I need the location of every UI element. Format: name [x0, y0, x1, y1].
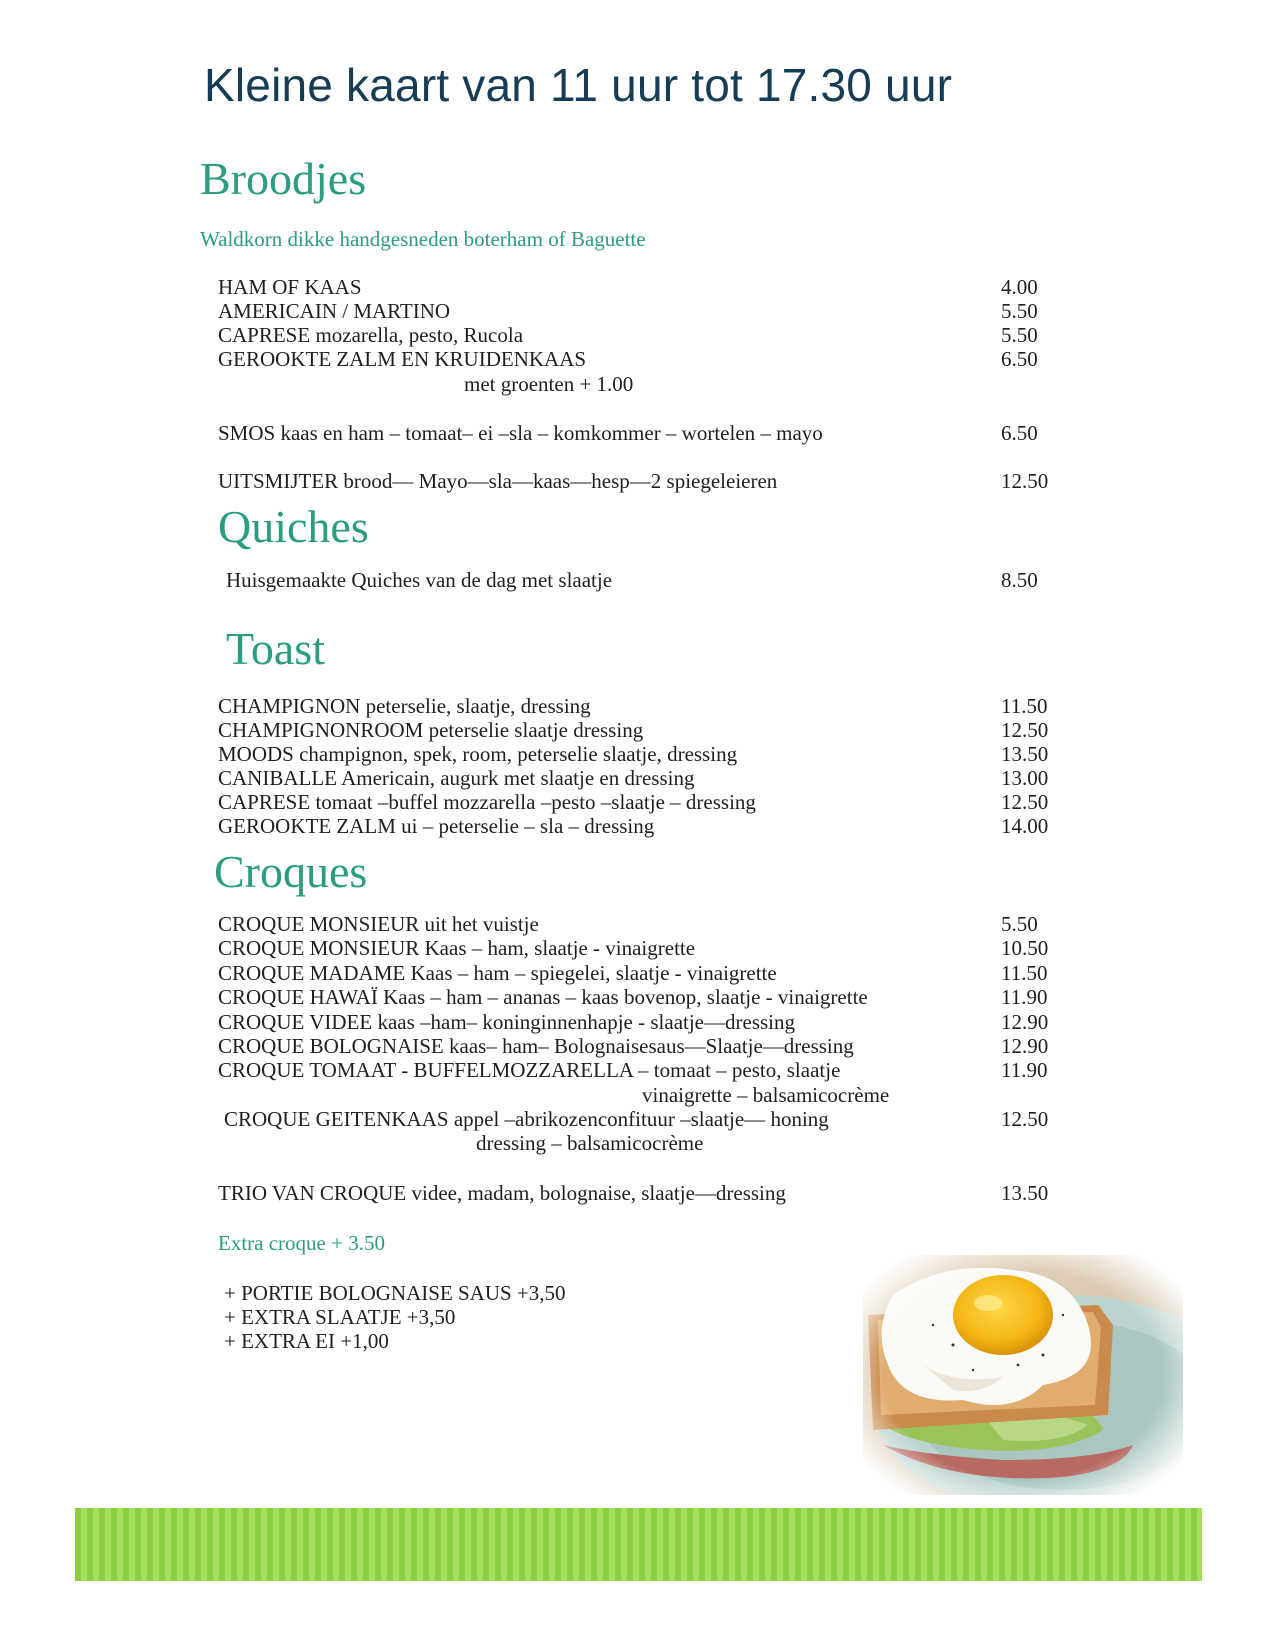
- menu-item-note: met groenten + 1.00: [464, 372, 634, 396]
- menu-item-name: CAPRESE tomaat –buffel mozzarella –pesto –slaatje – dressing: [218, 790, 756, 814]
- section-heading-croques: Croques: [214, 846, 368, 897]
- menu-item-name: HAM OF KAAS: [218, 275, 362, 299]
- menu-item-name: SMOS kaas en ham – tomaat– ei –sla – komkommer – wortelen – mayo: [218, 421, 823, 445]
- menu-item-name: CROQUE MADAME Kaas – ham – spiegelei, slaatje - vinaigrette: [218, 961, 777, 985]
- menu-item-price: 10.50: [1001, 936, 1049, 960]
- menu-item-price: 11.90: [1001, 985, 1048, 1009]
- menu-item-name: CHAMPIGNONROOM peterselie slaatje dressing: [218, 718, 644, 742]
- menu-item-price: 6.50: [1001, 347, 1038, 371]
- menu-item-name: CROQUE VIDEE kaas –ham– koninginnenhapje - slaatje—dressing: [218, 1010, 795, 1034]
- menu-item-name: CANIBALLE Americain, augurk met slaatje en dressing: [218, 766, 695, 790]
- section-heading-quiches: Quiches: [218, 501, 369, 552]
- menu-item-price: 8.50: [1001, 568, 1038, 592]
- addon-item: + PORTIE BOLOGNAISE SAUS +3,50: [224, 1281, 566, 1305]
- menu-item-price: 12.50: [1001, 718, 1049, 742]
- menu-item-price: 5.50: [1001, 912, 1038, 936]
- menu-item-price: 6.50: [1001, 421, 1038, 445]
- menu-item-price: 11.50: [1001, 694, 1048, 718]
- menu-item-price: 5.50: [1001, 299, 1038, 323]
- section-heading-broodjes: Broodjes: [200, 153, 367, 204]
- menu-item-price: 12.50: [1001, 790, 1049, 814]
- menu-item-price: 4.00: [1001, 275, 1038, 299]
- menu-item-price: 13.00: [1001, 766, 1049, 790]
- section-subheading-broodjes: Waldkorn dikke handgesneden boterham of Baguette: [200, 227, 646, 251]
- menu-item-name: AMERICAIN / MARTINO: [218, 299, 451, 323]
- croque-madame-photo: [863, 1255, 1183, 1495]
- menu-item-price: 11.90: [1001, 1058, 1048, 1082]
- menu-item-name: GEROOKTE ZALM ui – peterselie – sla – dressing: [218, 814, 655, 838]
- menu-item-price: 5.50: [1001, 323, 1038, 347]
- menu-item-name: GEROOKTE ZALM EN KRUIDENKAAS: [218, 347, 587, 371]
- menu-item-price: 13.50: [1001, 1181, 1049, 1205]
- menu-item-name: CROQUE TOMAAT - BUFFELMOZZARELLA – tomaat – pesto, slaatje: [218, 1058, 841, 1082]
- menu-item-name: CROQUE HAWAÏ Kaas – ham – ananas – kaas bovenop, slaatje - vinaigrette: [218, 985, 868, 1009]
- page-title: Kleine kaart van 11 uur tot 17.30 uur: [204, 59, 953, 111]
- extra-croque-note: Extra croque + 3.50: [218, 1231, 385, 1255]
- menu-item-price: 12.90: [1001, 1034, 1049, 1058]
- menu-item-name: CAPRESE mozarella, pesto, Rucola: [218, 323, 524, 347]
- menu-item-price: 13.50: [1001, 742, 1049, 766]
- menu-item-price: 12.90: [1001, 1010, 1049, 1034]
- addon-item: + EXTRA SLAATJE +3,50: [224, 1305, 456, 1329]
- menu-item-name: Huisgemaakte Quiches van de dag met slaatje: [226, 568, 613, 592]
- menu-item-price: 11.50: [1001, 961, 1048, 985]
- decorative-stripe-bar: [75, 1508, 1202, 1581]
- menu-item-price: 14.00: [1001, 814, 1049, 838]
- menu-item-name: UITSMIJTER brood— Mayo—sla—kaas—hesp—2 spiegeleieren: [218, 469, 778, 493]
- menu-item-name: CHAMPIGNON peterselie, slaatje, dressing: [218, 694, 591, 718]
- menu-item-name: TRIO VAN CROQUE videe, madam, bolognaise, slaatje—dressing: [218, 1181, 786, 1205]
- menu-item-note: vinaigrette – balsamicocrème: [642, 1083, 890, 1107]
- menu-item-name: CROQUE GEITENKAAS appel –abrikozenconfituur –slaatje— honing: [224, 1107, 829, 1131]
- menu-item-name: CROQUE BOLOGNAISE kaas– ham– Bolognaisesaus—Slaatje—dressing: [218, 1034, 854, 1058]
- menu-item-name: CROQUE MONSIEUR Kaas – ham, slaatje - vinaigrette: [218, 936, 696, 960]
- section-heading-toast: Toast: [226, 623, 325, 674]
- menu-item-price: 12.50: [1001, 469, 1049, 493]
- menu-item-note: dressing – balsamicocrème: [476, 1131, 704, 1155]
- menu-item-price: 12.50: [1001, 1107, 1049, 1131]
- menu-item-name: MOODS champignon, spek, room, peterselie slaatje, dressing: [218, 742, 738, 766]
- food-illustration: [863, 1255, 1183, 1495]
- menu-item-name: CROQUE MONSIEUR uit het vuistje: [218, 912, 539, 936]
- addon-item: + EXTRA EI +1,00: [224, 1329, 389, 1353]
